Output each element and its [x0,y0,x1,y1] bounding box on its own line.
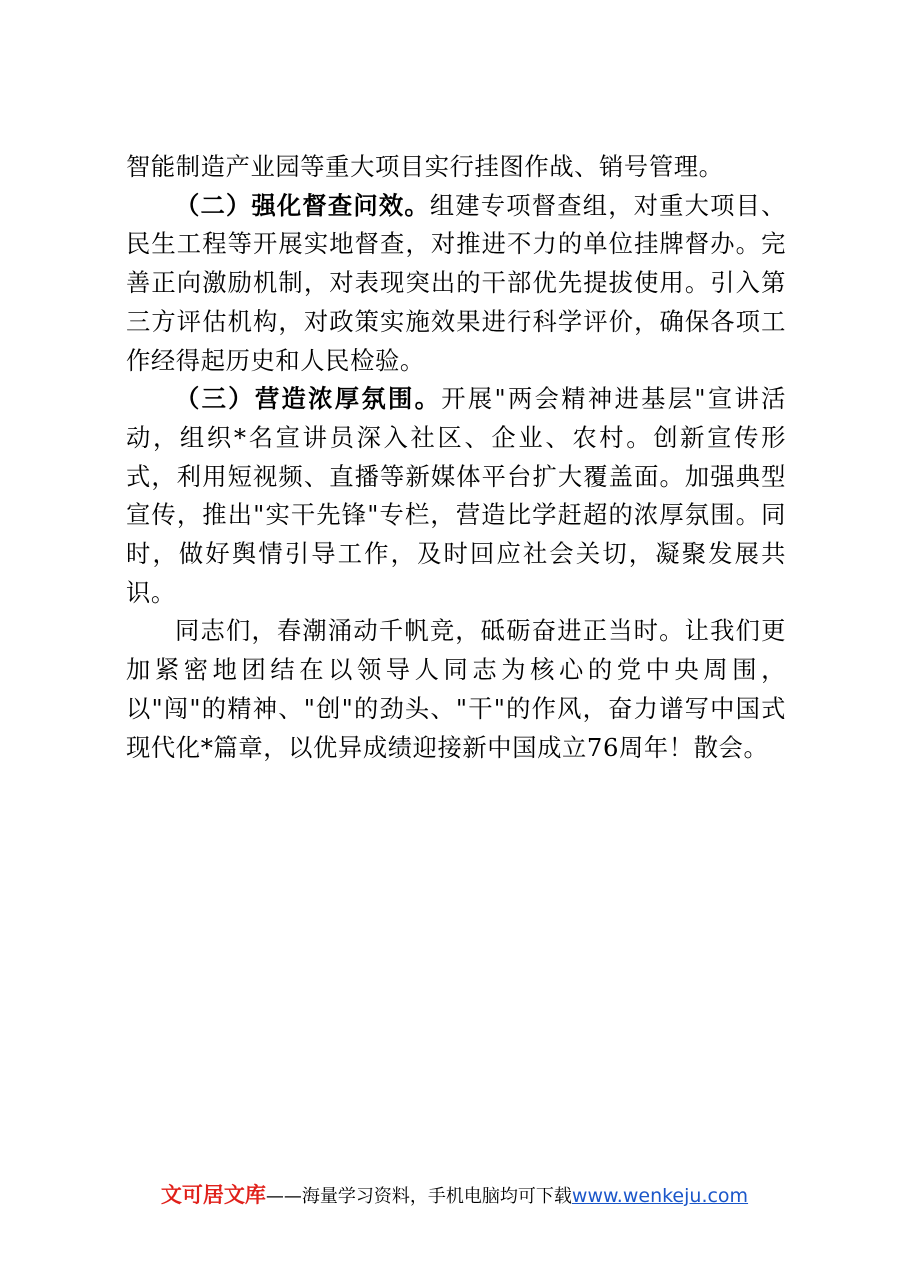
paragraph-atmosphere [126,380,786,612]
paragraph-continuation [126,148,786,187]
section-heading: （二）强化督查问效。 [175,190,430,220]
paragraph-supervision [126,187,786,381]
paragraph-closing [126,612,786,767]
footer-tagline: ——海量学习资料，手机电脑均可下载 [265,1186,572,1207]
section-heading: （三）营造浓厚氛围。 [175,384,442,414]
paragraph-text: 组建专项督查组，对重大项目、民生工程等开展实地督查，对推进不力的单位挂牌督办。完善正向激励机制，对表现突出的干部优先提拔使用。引入第三方评估机构，对政策实施效果进行科学评价，确保各项工作经得起历史和人民检验。 [126,190,786,375]
paragraph-text: 同志们，春潮涌动千帆竞，砥砺奋进正当时。让我们更加紧密地团结在以领导人同志为核心的党中央周围，以"闯"的精神、"创"的劲头、"干"的作风，奋力谱写中国式现代化*篇章，以优异成绩迎接新中国成立76周年！散会。 [126,616,786,762]
page-footer [0,1180,909,1212]
document-body [126,148,786,767]
footer-link[interactable]: www.wenkeju.com [571,1185,749,1207]
footer-brand: 文可居文库 [160,1183,266,1207]
paragraph-text: 开展"两会精神进基层"宣讲活动，组织*名宣讲员深入社区、企业、农村。创新宣传形式，利用短视频、直播等新媒体平台扩大覆盖面。加强典型宣传，推出"实干先锋"专栏，营造比学赶超的浓厚氛围。同时，做好舆情引导工作，及时回应社会关切，凝聚发展共识。 [126,384,787,607]
paragraph-text: 智能制造产业园等重大项目实行挂图作战、销号管理。 [126,152,724,181]
